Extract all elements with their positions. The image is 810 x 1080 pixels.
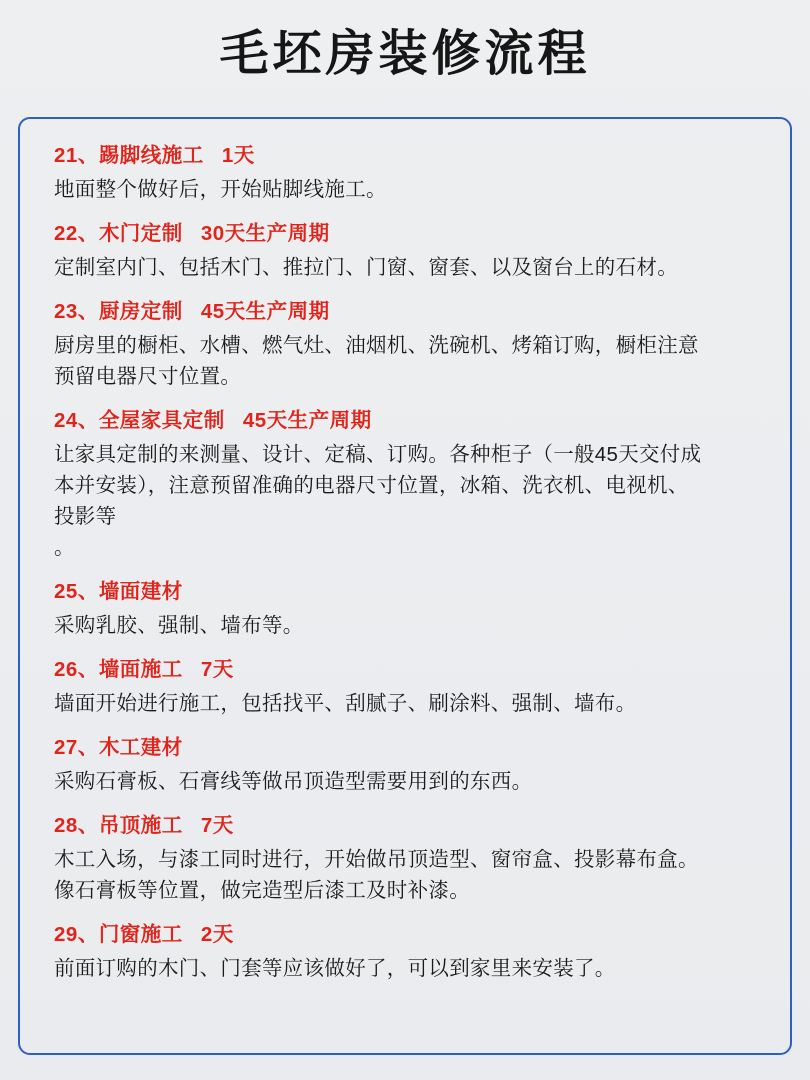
step-number: 21、 — [54, 144, 99, 167]
step-description-line: 本并安装），注意预留准确的电器尺寸位置，冰箱、洗衣机、电视机、 — [54, 473, 689, 497]
step-heading — [54, 141, 764, 172]
step-name: 门窗施工 — [98, 923, 183, 947]
step-item — [54, 577, 764, 641]
step-duration: 7天 — [200, 658, 234, 682]
step-description-line: 采购乳胶、强制、墙布等。 — [54, 614, 304, 637]
step-description — [54, 174, 754, 205]
step-name: 墙面建材 — [98, 580, 183, 604]
page-title: 毛坯房装修流程 — [219, 25, 591, 82]
step-description — [54, 330, 754, 392]
step-item — [54, 406, 764, 563]
step-description-line: 木工入场，与漆工同时进行，开始做吊顶造型、窗帘盒、投影幕布盒。 — [54, 847, 699, 871]
steps-list — [54, 141, 764, 984]
step-item — [54, 141, 764, 205]
step-number: 28、 — [54, 813, 99, 837]
step-number: 25、 — [54, 580, 99, 604]
step-name: 木工建材 — [98, 736, 183, 760]
step-duration: 2天 — [200, 923, 234, 947]
step-duration: 30天生产周期 — [200, 221, 330, 245]
step-duration: 7天 — [200, 813, 234, 837]
step-name: 墙面施工 — [98, 658, 183, 682]
step-description — [54, 766, 754, 797]
step-number: 24、 — [54, 408, 99, 432]
step-duration: 1天 — [221, 144, 255, 167]
step-item — [54, 655, 764, 719]
step-description-line: 定制室内门、包括木门、推拉门、门窗、窗套、以及窗台上的石材。 — [54, 255, 678, 279]
step-description — [54, 252, 754, 283]
step-name: 木门定制 — [98, 221, 183, 245]
step-description — [54, 610, 754, 641]
step-name: 踢脚线施工 — [98, 144, 204, 167]
step-description — [54, 688, 754, 719]
step-item — [54, 297, 764, 392]
step-description — [54, 439, 754, 564]
step-heading — [54, 297, 764, 328]
step-description-line: 像石膏板等位置，做完造型后漆工及时补漆。 — [54, 878, 470, 902]
step-number: 22、 — [54, 221, 99, 245]
step-description-line: 墙面开始进行施工，包括找平、刮腻子、刷涂料、强制、墙布。 — [54, 691, 637, 715]
step-duration: 45天生产周期 — [242, 408, 372, 432]
step-number: 26、 — [54, 658, 99, 682]
step-description-line: 。 — [54, 536, 75, 560]
step-item — [54, 811, 764, 906]
step-description-line: 投影等 — [54, 504, 117, 528]
step-heading — [54, 811, 764, 842]
step-heading — [54, 920, 764, 951]
step-name: 厨房定制 — [98, 299, 183, 323]
step-description — [54, 844, 754, 906]
step-item — [54, 733, 764, 797]
step-duration: 45天生产周期 — [200, 299, 330, 323]
step-heading — [54, 655, 764, 686]
step-description-line: 前面订购的木门、门套等应该做好了，可以到家里来安装了。 — [54, 956, 616, 980]
step-description-line: 预留电器尺寸位置。 — [54, 364, 242, 388]
step-description-line: 采购石膏板、石膏线等做吊顶造型需要用到的东西。 — [54, 769, 533, 793]
step-heading — [54, 406, 764, 437]
step-description — [54, 953, 754, 984]
step-number: 27、 — [54, 736, 99, 760]
step-description-line: 地面整个做好后，开始贴脚线施工。 — [54, 177, 387, 201]
step-item — [54, 219, 764, 283]
step-description-line: 厨房里的橱柜、水槽、燃气灶、油烟机、洗碗机、烤箱订购，橱柜注意 — [54, 333, 699, 357]
step-heading — [54, 733, 764, 764]
step-heading — [54, 577, 764, 608]
step-description-line: 让家具定制的来测量、设计、定稿、订购。各种柜子（一般45天交付成 — [54, 442, 702, 466]
step-name: 全屋家具定制 — [98, 408, 225, 432]
step-item — [54, 920, 764, 984]
steps-card — [18, 117, 792, 1055]
step-heading — [54, 219, 764, 250]
step-number: 23、 — [54, 299, 99, 323]
step-name: 吊顶施工 — [98, 813, 183, 837]
step-number: 29、 — [54, 923, 99, 947]
